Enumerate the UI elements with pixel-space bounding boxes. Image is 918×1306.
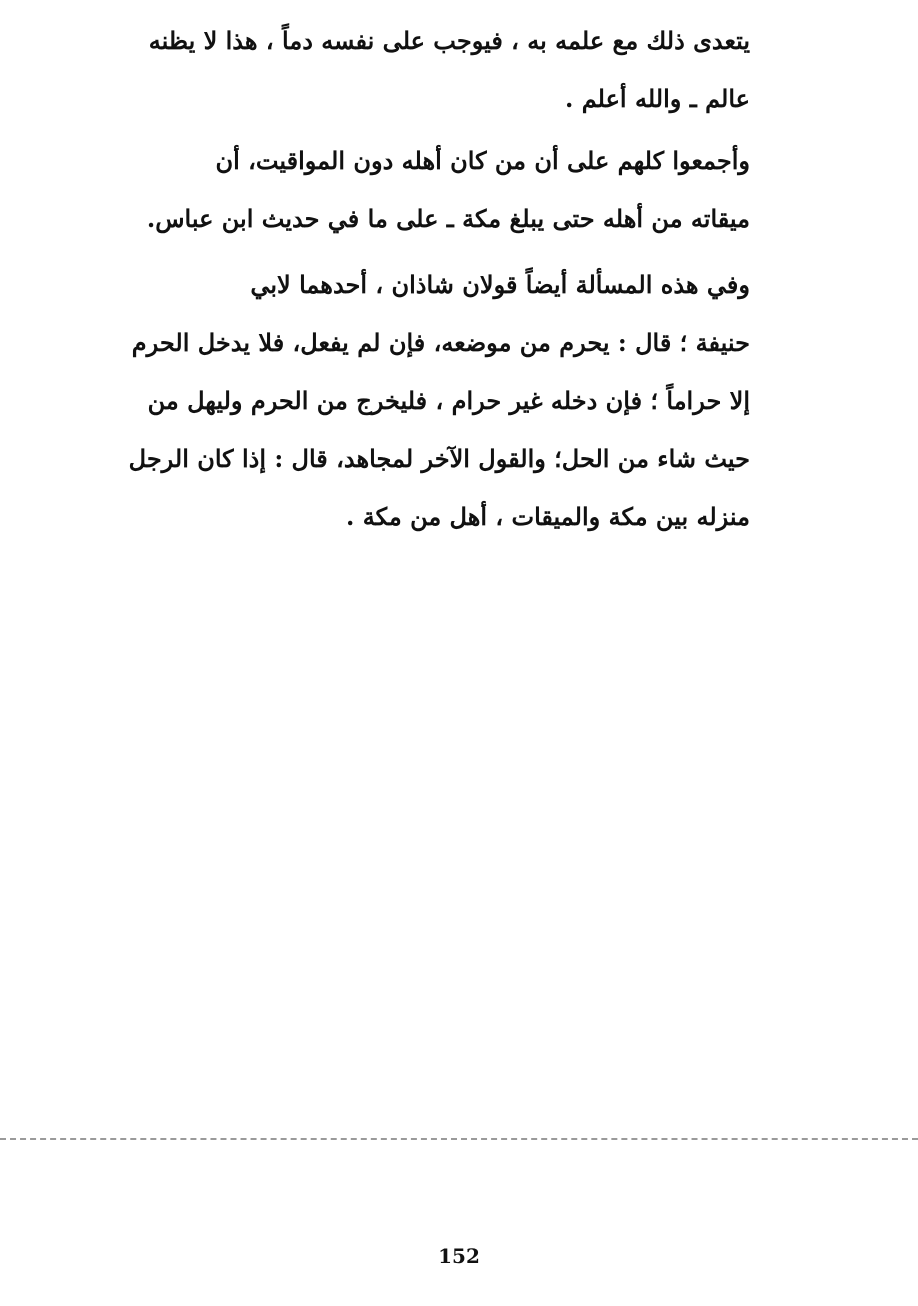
text-line: يتعدى ذلك مع علمه به ، فيوجب على نفسه دماً ، هذا لا يظنه	[148, 26, 750, 55]
text-line: وأجمعوا كلهم على أن من كان أهله دون المواقيت، أن	[215, 146, 750, 175]
text-line: حيث شاء من الحل؛ والقول الآخر لمجاهد، قال : إذا كان الرجل	[128, 444, 750, 473]
paragraph-3	[100, 256, 750, 546]
text-line: إلا حراماً ؛ فإن دخله غير حرام ، فليخرج من الحرم وليهل من	[147, 386, 750, 415]
page-number: 152	[438, 1244, 480, 1268]
text-line: ميقاته من أهله حتى يبلغ مكة ـ على ما في حديث ابن عباس.	[146, 204, 750, 233]
text-line: عالم ـ والله أعلم .	[564, 84, 750, 113]
text-line: وفي هذه المسألة أيضاً قولان شاذان ، أحدهما لابي	[250, 270, 750, 299]
paragraph-2	[100, 132, 750, 248]
paragraph-1	[100, 12, 750, 128]
text-line: منزله بين مكة والميقات ، أهل من مكة .	[346, 502, 750, 531]
text-line: حنيفة ؛ قال : يحرم من موضعه، فإن لم يفعل، فلا يدخل الحرم	[131, 328, 750, 357]
footer-divider	[0, 1138, 918, 1140]
